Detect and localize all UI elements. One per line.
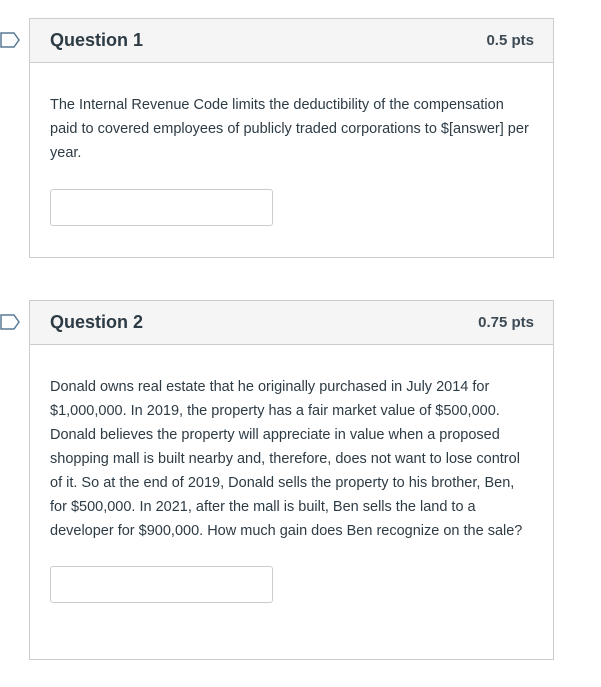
question-header — [30, 301, 553, 345]
question-title: Question 1 — [50, 30, 144, 50]
question-card-1 — [29, 18, 554, 258]
question-card-2 — [29, 300, 554, 660]
flag-question-icon[interactable] — [0, 32, 22, 48]
question-title: Question 2 — [50, 312, 144, 332]
question-points: 0.75 pts — [478, 314, 534, 331]
question-header — [30, 19, 553, 63]
flag-question-icon[interactable] — [0, 314, 22, 330]
answer-input[interactable] — [50, 189, 273, 226]
question-text: The Internal Revenue Code limits the deductibility of the compensation paid to covered employees of publicly traded corporations to $[answer] per year. — [50, 97, 529, 161]
question-body — [30, 63, 553, 226]
question-text: Donald owns real estate that he originally purchased in July 2014 for $1,000,000. In 2019, the property has a fair market value of $500,000. Donald believes the property will appreciate in value when a proposed shopping mall is built nearby and, therefore, does not want to lose control of it. So at the end of 2019, Donald sells the property to his brother, Ben, for $500,000. In 2021, after the mall is built, Ben sells the land to a developer for $900,000. How much gain does Ben recognize on the sale? — [50, 379, 523, 539]
question-body — [30, 345, 553, 603]
answer-input[interactable] — [50, 566, 273, 603]
question-points: 0.5 pts — [486, 32, 534, 49]
